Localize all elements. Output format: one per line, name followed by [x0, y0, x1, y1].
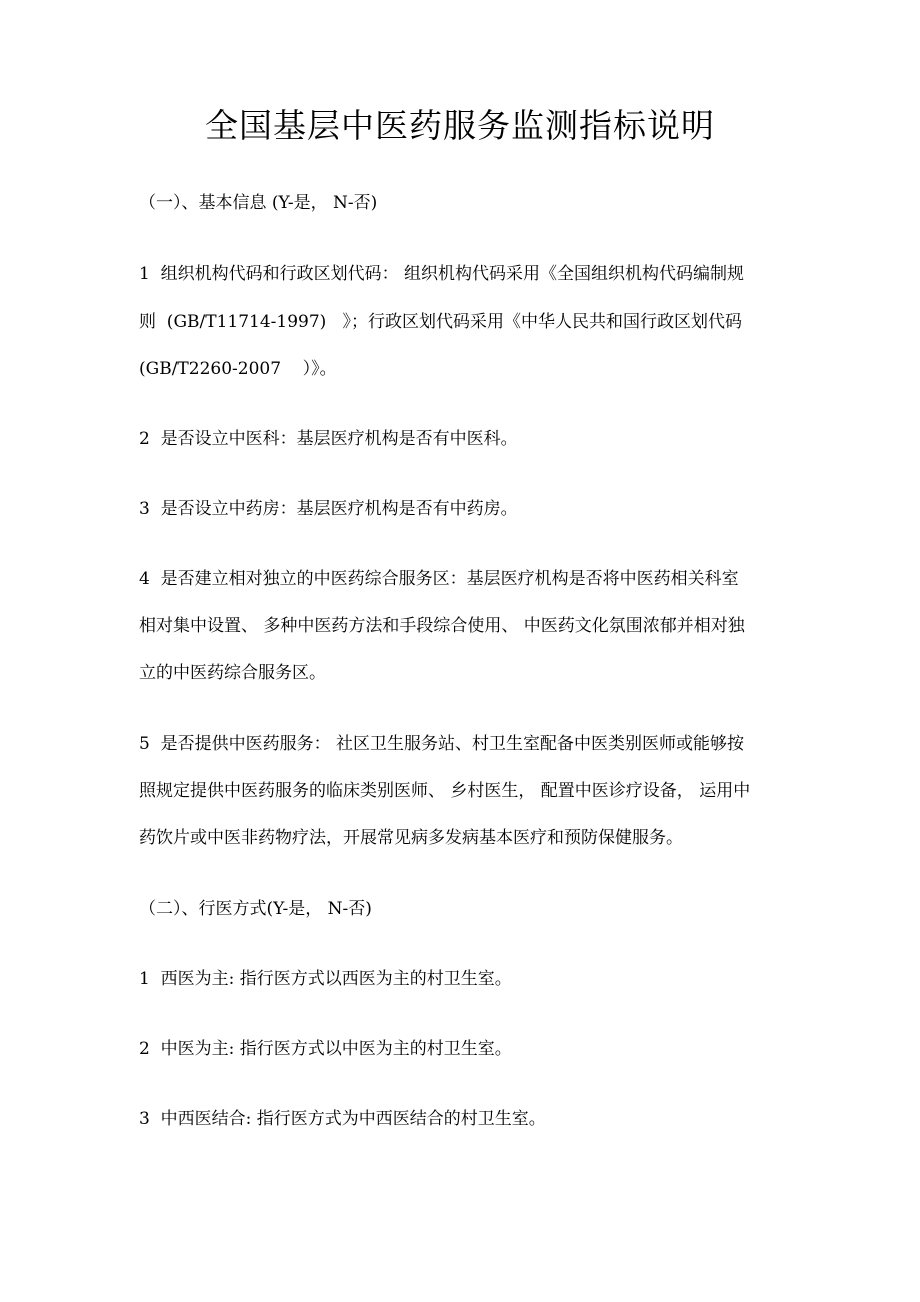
- section-heading-practice-mode: （二）、行医方式(Y-是， N-否): [139, 899, 372, 919]
- item-tcm-service-line-2: 照规定提供中医药服务的临床类别医师、 乡村医生， 配置中医诊疗设备， 运用中: [139, 781, 751, 801]
- item-tcm-service-line-1: 5 是否提供中医药服务： 社区卫生服务站、村卫生室配备中医类别医师或能够按: [139, 734, 745, 754]
- item-service-area-line-1: 4 是否建立相对独立的中医药综合服务区：基层医疗机构是否将中医药相关科室: [139, 569, 739, 589]
- item-org-code-line-1: 1 组织机构代码和行政区划代码： 组织机构代码采用《全国组织机构代码编制规: [139, 264, 745, 284]
- section-heading-basic-info: （一）、基本信息 (Y-是， N-否): [139, 193, 378, 213]
- item-integrated-medicine: 3 中西医结合: 指行医方式为中西医结合的村卫生室。: [139, 1109, 546, 1129]
- item-org-code-line-2: 则 (GB/T11714-1997) 》；行政区划代码采用《中华人民共和国行政区划代码: [139, 312, 743, 332]
- item-tcm-pharmacy: 3 是否设立中药房：基层医疗机构是否有中药房。: [139, 499, 518, 519]
- item-tcm-department: 2 是否设立中医科：基层医疗机构是否有中医科。: [139, 429, 518, 449]
- item-western-medicine: 1 西医为主: 指行医方式以西医为主的村卫生室。: [139, 969, 512, 989]
- item-service-area-line-3: 立的中医药综合服务区。: [139, 663, 326, 683]
- item-org-code-line-3: (GB/T2260-2007 ）》。: [139, 359, 337, 379]
- item-chinese-medicine: 2 中医为主: 指行医方式以中医为主的村卫生室。: [139, 1039, 512, 1059]
- document-title: 全国基层中医药服务监测指标说明: [205, 106, 715, 145]
- item-service-area-line-2: 相对集中设置、 多种中医药方法和手段综合使用、 中医药文化氛围浓郁并相对独: [139, 616, 745, 636]
- item-tcm-service-line-3: 药饮片或中医非药物疗法，开展常见病多发病基本医疗和预防保健服务。: [139, 828, 683, 848]
